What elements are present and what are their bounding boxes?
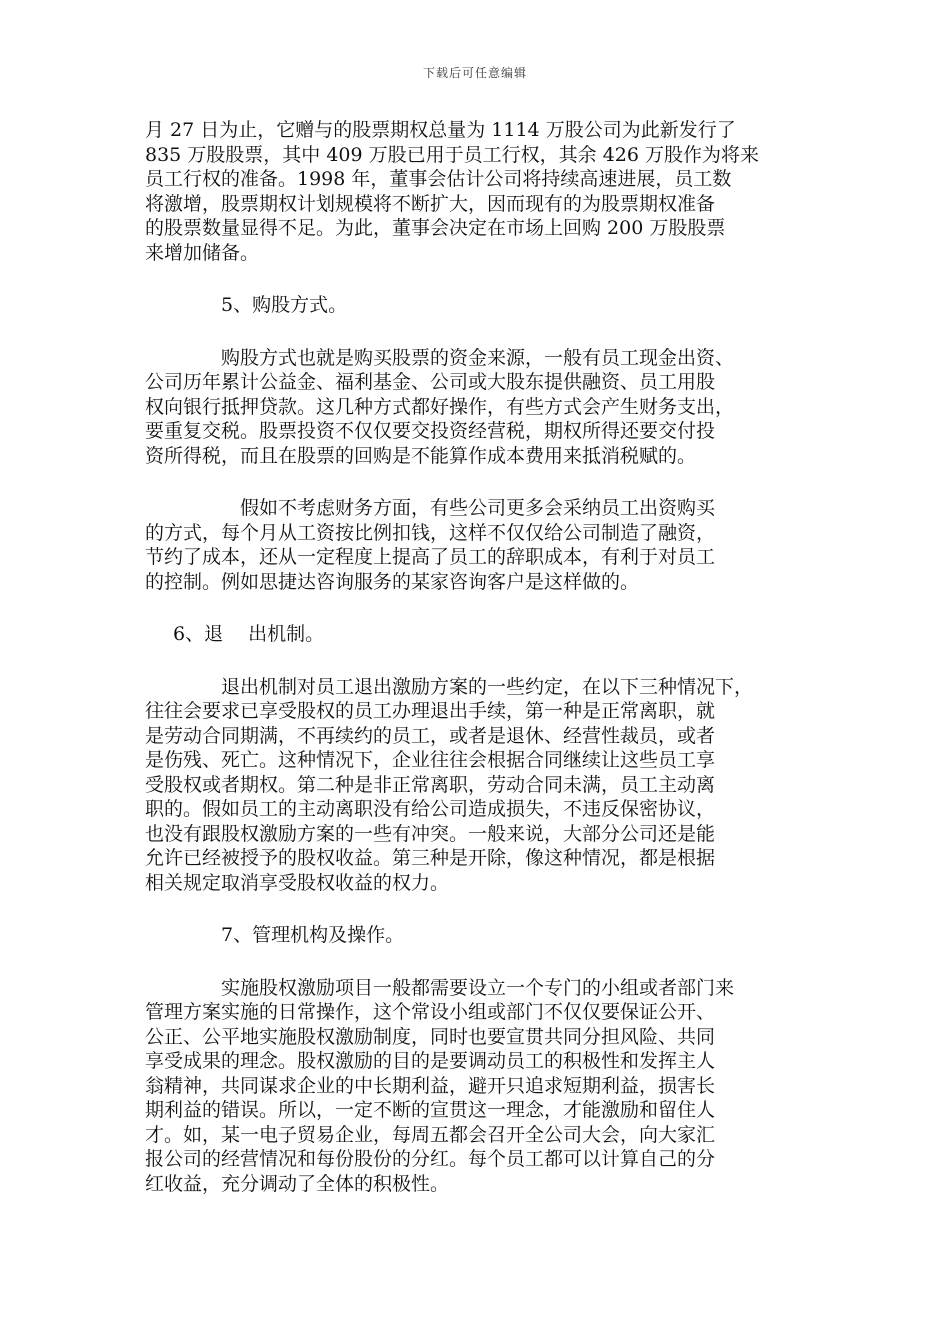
text-line: 节约了成本，还从一定程度上提高了员工的辞职成本，有利于对员工 [145, 546, 716, 568]
text-line: 假如不考虑财务方面，有些公司更多会采纳员工出资购买 [240, 497, 716, 519]
text-line: 往往会要求已享受股权的员工办理退出手续，第一种是正常离职，就 [145, 700, 716, 722]
text-line: 的方式，每个月从工资按比例扣钱，这样不仅仅给公司制造了融资， [145, 521, 716, 544]
text-line: 相关规定取消享受股权收益的权力。 [145, 871, 450, 894]
text-line: 要重复交税。股票投资不仅仅要交投资经营税，期权所得还要交付投 [145, 420, 716, 442]
text-line: 员工行权的准备。1998 年，董事会估计公司将持续高速进展，员工数 [145, 168, 732, 190]
text-line: 来增加储备。 [145, 241, 260, 264]
text-line: 报公司的经营情况和每份股份的分红。每个员工都可以计算自己的分 [145, 1148, 716, 1170]
text-line: 才。如，某一电子贸易企业，每周五都会召开全公司大会，向大家汇 [145, 1123, 716, 1146]
text-line: 也没有跟股权激励方案的一些有冲突。一般来说，大部分公司还是能 [145, 822, 716, 845]
text-line: 公正、公平地实施股权激励制度，同时也要宣贯共同分担风险、共同 [145, 1025, 716, 1048]
section-heading-7: 7、管理机构及操作。 [221, 924, 405, 946]
text-line: 期利益的错误。所以，一定不断的宣贯这一理念，才能激励和留住人 [145, 1099, 716, 1121]
text-line: 管理方案实施的日常操作，这个常设小组或部门不仅仅要保证公开、 [145, 1001, 716, 1023]
text-line: 835 万股股票，其中 409 万股已用于员工行权，其余 426 万股作为将来 [145, 143, 759, 166]
text-line: 是伤残、死亡。这种情况下，企业往往会根据合同继续让这些员工享 [145, 749, 716, 771]
page-header: 下载后可任意编辑 [422, 66, 527, 80]
section-heading-6: 6、退 出机制。 [173, 623, 325, 645]
text-line: 受股权或者期权。第二种是非正常离职，劳动合同未满，员工主动离 [145, 773, 716, 796]
paragraph-exit-mechanism [145, 675, 810, 896]
text-line: 红收益，充分调动了全体的积极性。 [145, 1172, 450, 1195]
text-line: 允许已经被授予的股权收益。第三种是开除，像这种情况，都是根据 [145, 847, 716, 869]
text-line: 翁精神，共同谋求企业的中长期利益，避开只追求短期利益，损害长 [145, 1074, 716, 1097]
text-line: 实施股权激励项目一般都需要设立一个专门的小组或者部门来 [221, 976, 735, 999]
text-line: 的控制。例如思捷达咨询服务的某家咨询客户是这样做的。 [145, 570, 640, 593]
paragraph-management [145, 976, 810, 1197]
paragraph-stock-options [145, 118, 810, 265]
text-line: 将激增，股票期权计划规模将不断扩大，因而现有的为股票期权准备 [145, 192, 716, 215]
text-line: 购股方式也就是购买股票的资金来源，一般有员工现金出资、 [221, 346, 735, 369]
text-line: 享受成果的理念。股权激励的目的是要调动员工的积极性和发挥主人 [145, 1050, 716, 1072]
text-line: 权向银行抵押贷款。这几种方式都好操作，有些方式会产生财务支出， [145, 395, 735, 418]
paragraph-employee-contribution [145, 496, 810, 594]
text-line: 职的。假如员工的主动离职没有给公司造成损失，不违反保密协议， [145, 798, 716, 820]
text-line: 公司历年累计公益金、福利基金、公司或大股东提供融资、员工用股 [145, 371, 716, 393]
paragraph-purchase-method [145, 346, 810, 469]
document-body [145, 118, 810, 1196]
text-line: 是劳动合同期满，不再续约的员工，或者是退休、经营性裁员，或者 [145, 724, 716, 747]
text-line: 月 27 日为止，它赠与的股票期权总量为 1114 万股公司为此新发行了 [145, 119, 736, 141]
text-line: 资所得税，而且在股票的回购是不能算作成本费用来抵消税赋的。 [145, 444, 697, 467]
text-line: 退出机制对员工退出激励方案的一些约定，在以下三种情况下， [221, 675, 754, 698]
text-line: 的股票数量显得不足。为此，董事会决定在市场上回购 200 万股股票 [145, 217, 726, 239]
section-heading-5: 5、购股方式。 [221, 294, 348, 316]
